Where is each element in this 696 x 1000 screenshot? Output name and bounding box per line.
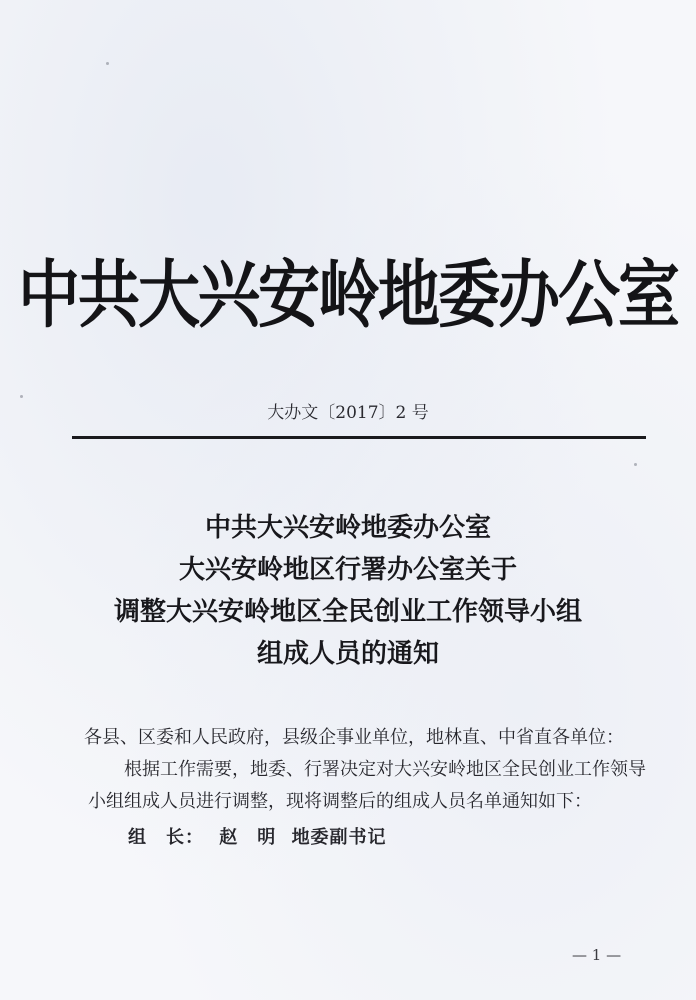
scan-speck (634, 463, 637, 466)
notice-title-line: 组成人员的通知 (256, 639, 439, 669)
body-paragraph: 根据工作需要，地委、行署决定对大兴安岭地区全民创业工作领导小组组成人员进行调整，现将调整后的组成人员名单通知如下： (88, 759, 646, 812)
page-number: — 1 — (572, 946, 622, 964)
leader-role: 组 长： (128, 827, 204, 848)
notice-title-line: 大兴安岭地区行署办公室关于 (178, 555, 517, 585)
leader-name: 赵 明 (219, 827, 277, 848)
header-divider-line (72, 436, 646, 439)
document-number: 大办文〔2017〕2 号 (267, 403, 429, 423)
issuing-office-title: 中共大兴安岭地委办公室 (17, 251, 678, 338)
notice-body (84, 722, 648, 854)
addressee-line: 各县、区委和人民政府，县级企事业单位，地林直、中省直各单位： (84, 727, 624, 748)
notice-title-line: 中共大兴安岭地委办公室 (204, 513, 491, 543)
scan-speck (106, 62, 109, 65)
leader-entry (88, 822, 648, 854)
notice-title-line: 调整大兴安岭地区全民创业工作领导小组 (113, 597, 582, 627)
notice-title (0, 507, 696, 675)
leader-position: 地委副书记 (291, 827, 387, 848)
